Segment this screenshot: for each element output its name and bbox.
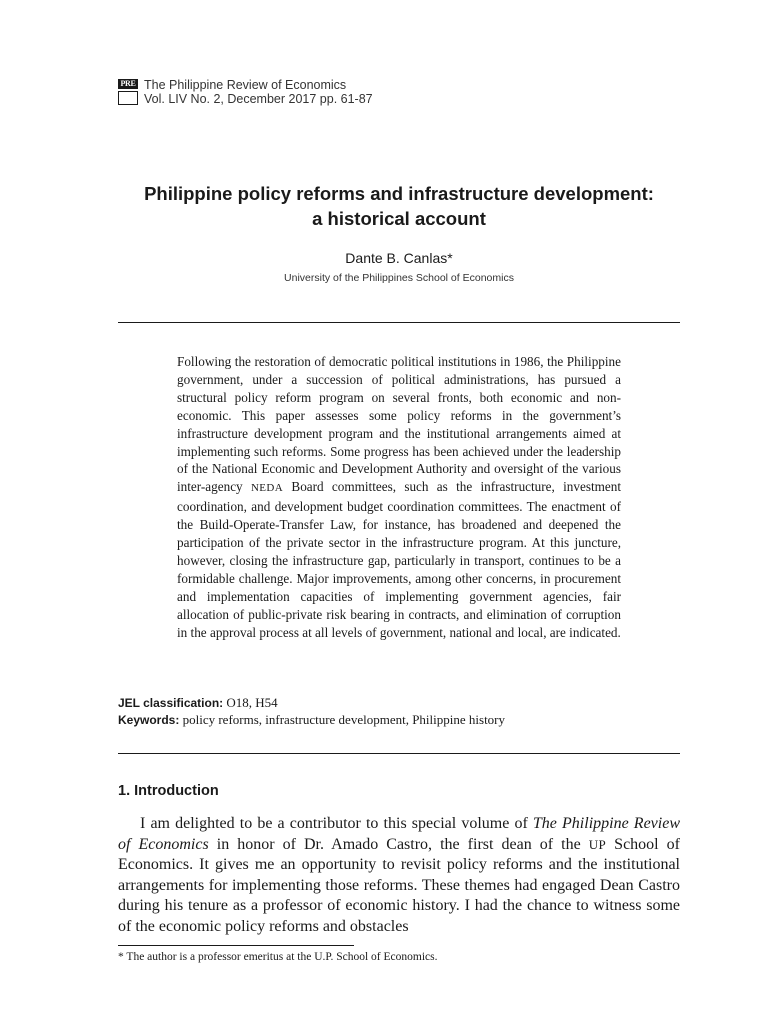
top-divider (118, 322, 680, 323)
journal-logo (118, 79, 138, 105)
keywords (118, 712, 505, 728)
section-heading: 1. Introduction (118, 783, 219, 799)
intro-acronym: UP (588, 836, 607, 852)
intro-text-c: School of Economics. It gives me an opportunity to revisit policy reforms and the institutional arrangements for implementing those reforms. These themes had engaged Dean Castro during his tenure as a professor of economic history. I had the chance to witness some of the economic policy reforms and obstacles (118, 835, 680, 935)
footnote: * The author is a professor emeritus at the U.P. School of Economics. (118, 951, 438, 963)
abstract-text-2: Board committees, such as the infrastructure, investment coordination, and development budget coordination committees. The enactment of the Build-Operate-Transfer Law, for instance, has broadened and deepened the participation of the private sector in the infrastructure program. At this juncture, however, closing the infrastructure gap, particularly in transport, continues to be a formidable challenge. Major improvements, among other concerns, in procurement and implementation capacities of implementing government agencies, fair allocation of public-private risk bearing in contracts, and elimination of corruption in the approval process at all levels of government, national and local, are indicated. (177, 479, 621, 640)
journal-info (144, 78, 373, 106)
jel-value: O18, H54 (223, 695, 278, 710)
jel-label: JEL classification: (118, 696, 224, 710)
introduction-body (118, 814, 680, 938)
author-affiliation: University of the Philippines School of Economics (284, 272, 514, 284)
paper-title-line-1: Philippine policy reforms and infrastructure development: (144, 183, 654, 204)
author-name: Dante B. Canlas* (345, 250, 453, 266)
journal-header (118, 78, 373, 106)
journal-issue: Vol. LIV No. 2, December 2017 pp. 61-87 (144, 92, 373, 106)
introduction-paragraph (118, 814, 680, 938)
abstract-text-1: Following the restoration of democratic political institutions in 1986, the Philippine government, under a succession of political administrations, has pursued a structural policy reform program on several fronts, both economic and non-economic. This paper assesses some policy reforms in the government’s infrastructure development program and the institutional arrangements aimed at implementing such reforms. Some progress has been achieved under the leadership of the National Economic and Development Authority and oversight of the various inter-agency (177, 354, 621, 495)
keywords-value: policy reforms, infrastructure development, Philippine history (179, 712, 506, 727)
intro-text-b: in honor of Dr. Amado Castro, the first dean of the (208, 835, 589, 853)
paper-title-line-2: a historical account (312, 208, 486, 229)
journal-name: The Philippine Review of Economics (144, 78, 347, 92)
keywords-label: Keywords: (118, 713, 180, 727)
journal-logo-text: PRE (118, 79, 138, 89)
section-divider (118, 753, 680, 754)
paper-title (100, 181, 698, 231)
abstract (177, 353, 621, 642)
intro-journal-title: The Philippine Review of Economics (118, 815, 680, 853)
footnote-divider (118, 945, 354, 946)
intro-text-a: I am delighted to be a contributor to this special volume of (140, 815, 533, 832)
abstract-acronym: NEDA (250, 482, 284, 495)
jel-classification (118, 695, 278, 711)
journal-logo-box (118, 91, 138, 105)
